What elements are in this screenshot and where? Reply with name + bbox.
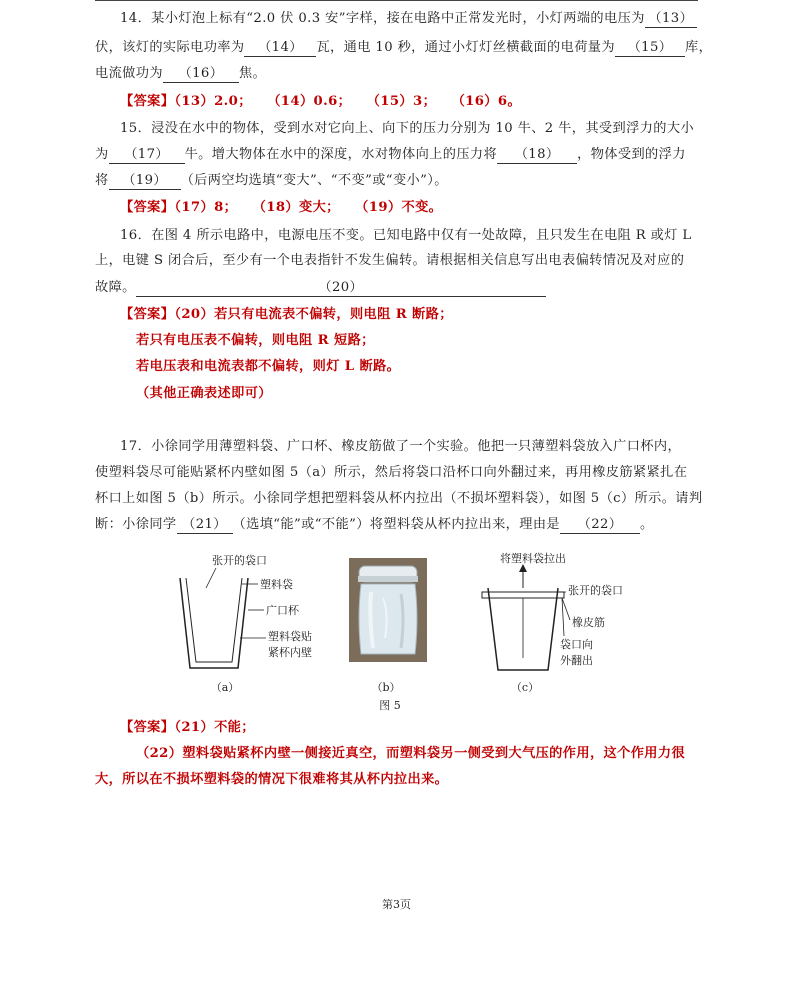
q17-text: 断：小徐同学 — [95, 517, 177, 532]
answer-part: （14）0.6； — [273, 94, 352, 109]
q17-line4 — [95, 515, 654, 535]
fig-c-label: 袋口向 — [560, 638, 593, 651]
figure-5a — [170, 548, 340, 678]
answer-part: （15）3； — [373, 94, 437, 109]
blank-16: （16） — [163, 66, 239, 83]
q17-answer-line2: （22）塑料袋贴紧杯内壁一侧接近真空，而塑料袋另一侧受到大气压的作用，这个作用力很 — [136, 746, 686, 761]
blank-22: （22） — [560, 517, 640, 534]
cup-bag-diagram-c — [478, 548, 638, 678]
q15-text: 将 — [95, 173, 109, 188]
q14-text: 14．某小灯泡上标有“2.0 伏 0.3 安”字样，接在电路中正常发光时，小灯两端的电压为 — [120, 11, 645, 26]
q16-line3 — [95, 278, 546, 298]
blank-18: （18） — [497, 147, 577, 164]
caption-b: （b） — [371, 681, 401, 694]
q16-answer-line3: 若电压表和电流表都不偏转，则灯 L 断路。 — [136, 359, 401, 374]
q14-line2 — [95, 38, 712, 58]
blank-20: （20） — [136, 280, 546, 297]
blank-14: （14） — [244, 40, 316, 57]
q15-line3 — [95, 171, 448, 191]
figure-5b-photo — [349, 558, 427, 662]
q17-line3: 杯口上如图 5（b）所示。小徐同学想把塑料袋从杯内拉出（不损坏塑料袋），如图 5（c）所示。请判 — [95, 491, 703, 506]
blank-13: （13） — [645, 11, 697, 28]
figure-5c — [478, 548, 638, 678]
fig-a-label: 塑料袋贴 — [268, 630, 312, 643]
answer-part: （19）不变。 — [361, 200, 443, 215]
answer-part: 【答案】（13）2.0； — [120, 94, 252, 109]
blank-17: （17） — [109, 147, 185, 164]
q14-answer — [120, 92, 543, 112]
q14-text: 电流做功为 — [95, 66, 163, 81]
q16-line1: 16．在图 4 所示电路中，电源电压不变。已知电路中仅有一处故障，且只发生在电阻 R 或灯 L — [120, 228, 692, 243]
figure-title: 图 5 — [379, 699, 401, 712]
caption-a: （a） — [210, 681, 240, 694]
fig-a-label: 塑料袋 — [260, 578, 293, 591]
q16-text: 故障。 — [95, 280, 136, 295]
fig-c-label: 将塑料袋拉出 — [500, 552, 566, 565]
blank-15: （15） — [615, 40, 685, 57]
q14-line3 — [95, 64, 266, 84]
q14-text: 焦。 — [238, 66, 267, 81]
q17-line2: 使塑料袋尽可能贴紧杯内壁如图 5（a）所示，然后将袋口沿杯口向外翻过来，再用橡皮筋紧紧扎在 — [95, 465, 688, 480]
q17-text: （选填“能”或“不能”）将塑料袋从杯内拉出来，理由是 — [232, 517, 561, 532]
q15-line1: 15．浸没在水中的物体，受到水对它向上、向下的压力分别为 10 牛、2 牛，其受到浮力的大小 — [120, 121, 695, 136]
fig-a-label: 张开的袋口 — [212, 554, 267, 567]
fig-c-label: 外翻出 — [560, 654, 593, 667]
answer-part: （18）变大； — [259, 200, 340, 215]
q17-line1: 17．小徐同学用薄塑料袋、广口杯、橡皮筋做了一个实验。他把一只薄塑料袋放入广口杯内， — [120, 439, 682, 454]
q16-line2: 上，电键 S 闭合后，至少有一个电表指针不发生偏转。请根据相关信息写出电表偏转情况及对应的 — [95, 253, 685, 268]
caption-c: （c） — [510, 681, 540, 694]
answer-part: （16）6。 — [458, 94, 522, 109]
cup-bag-diagram-a — [170, 548, 340, 678]
q15-line2 — [95, 145, 686, 165]
q14-line1 — [120, 9, 697, 29]
q17-answer-line1: 【答案】（21）不能； — [120, 720, 255, 735]
jar-photo — [349, 558, 427, 662]
q15-text: 牛。增大物体在水中的深度，水对物体向上的压力将 — [184, 147, 498, 162]
fig-c-label: 橡皮筋 — [572, 616, 605, 629]
q14-text: 瓦，通电 10 秒，通过小灯灯丝横截面的电荷量为 — [316, 40, 615, 55]
q16-answer-line1: 【答案】（20）若只有电流表不偏转，则电阻 R 断路； — [120, 307, 453, 322]
fig-a-label: 广口杯 — [266, 604, 299, 617]
page-number: 第3页 — [382, 898, 411, 911]
top-rule — [95, 0, 698, 1]
answer-part: 【答案】（17）8； — [120, 200, 238, 215]
blank-21: （21） — [177, 517, 233, 534]
blank-19: （19） — [109, 173, 181, 190]
q16-answer-line2: 若只有电压表不偏转，则电阻 R 短路； — [136, 333, 375, 348]
fig-c-label: 张开的袋口 — [568, 584, 623, 597]
q15-text: （后两空均选填“变大”、“不变”或“变小”）。 — [180, 173, 448, 188]
q17-text: 。 — [640, 517, 654, 532]
q14-text: 库， — [684, 40, 713, 55]
q15-text: 为 — [95, 147, 109, 162]
q17-answer-line3: 大，所以在不损坏塑料袋的情况下很难将其从杯内拉出来。 — [95, 772, 449, 787]
q15-text: ，物体受到的浮力 — [577, 147, 686, 162]
q14-text: 伏，该灯的实际电功率为 — [95, 40, 245, 55]
fig-a-label: 紧杯内壁 — [268, 646, 312, 659]
q16-answer-line4: （其他正确表述即可） — [136, 386, 272, 401]
q15-answer — [120, 198, 464, 218]
